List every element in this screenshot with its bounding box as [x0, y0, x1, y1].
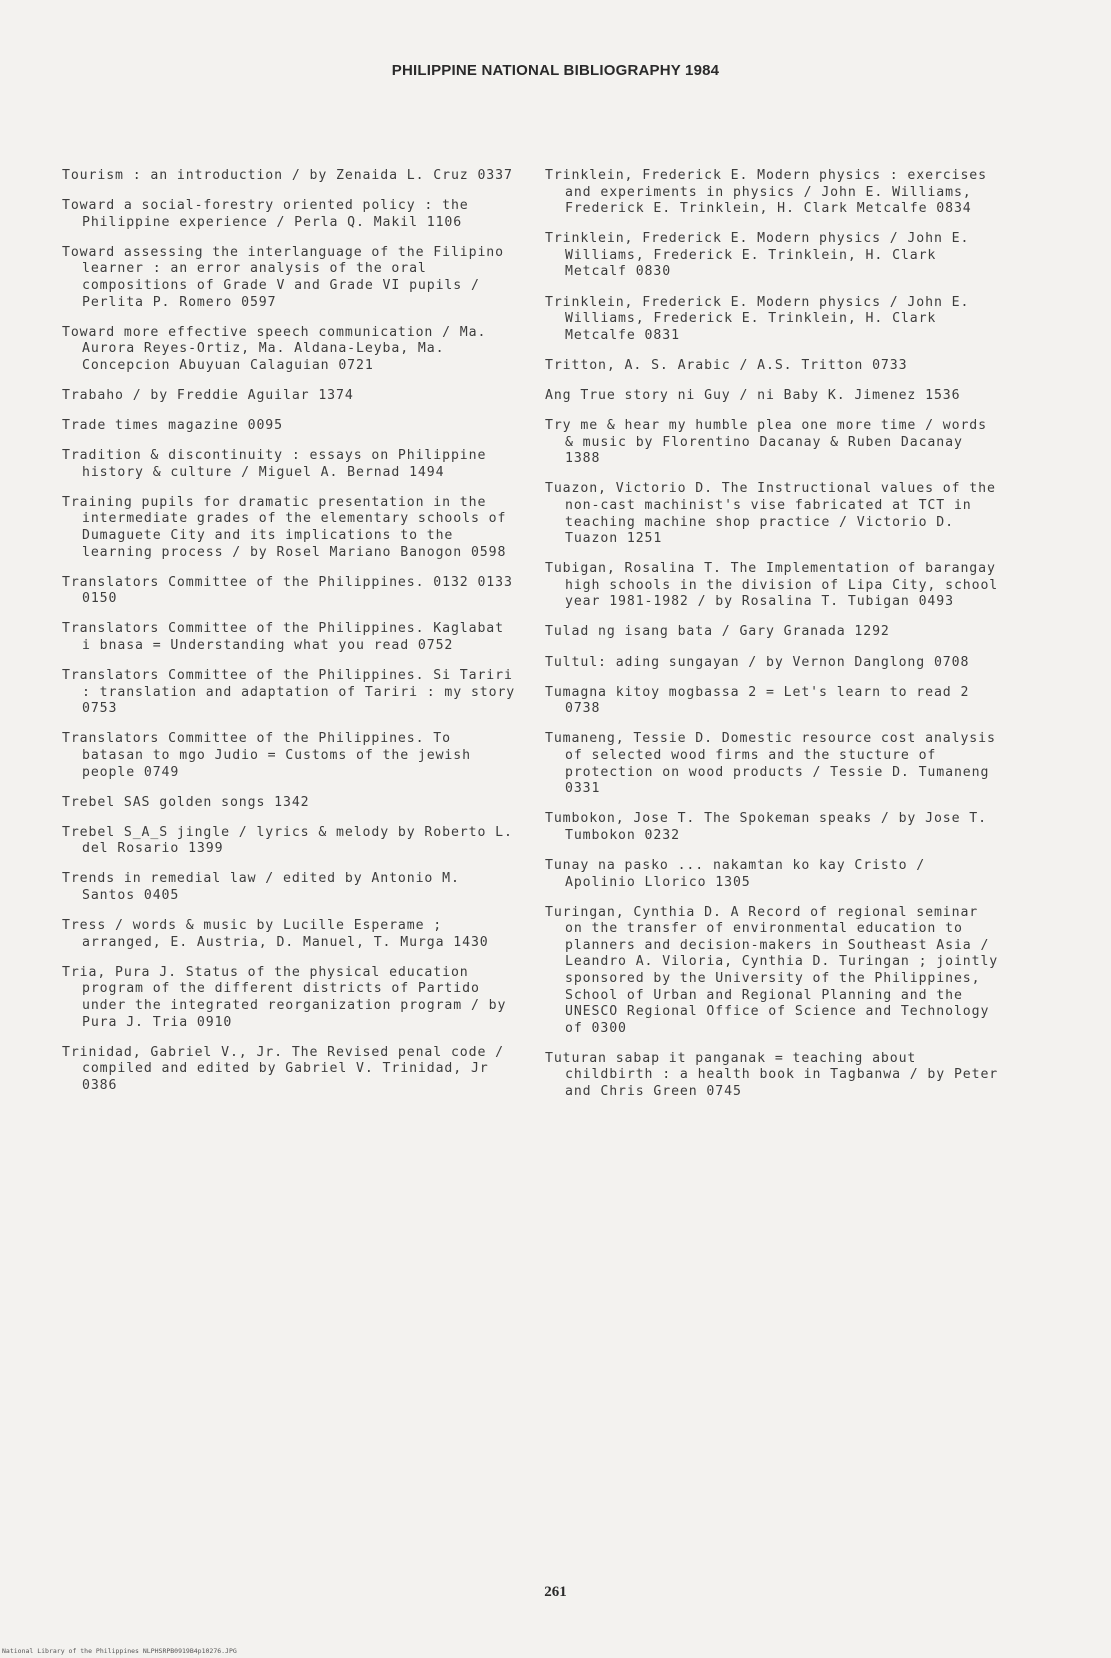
bibliography-entry: Tourism : an introduction / by Zenaida L. Cruz 0337	[62, 168, 513, 183]
bibliography-entry: Translators Committee of the Philippines. To batasan to mgo Judio = Customs of the jewish people 0749	[62, 731, 471, 780]
left-column	[62, 168, 517, 1108]
bibliography-entry: Tumagna kitoy mogbassa 2 = Let's learn to read 2 0738	[545, 684, 970, 717]
bibliography-entry: Tumbokon, Jose T. The Spokeman speaks / by Jose T. Tumbokon 0232	[545, 811, 987, 843]
bibliography-entry: Trinklein, Frederick E. Modern physics / John E. Williams, Frederick E. Trinklein, H. Clark Metcalf 0830	[545, 231, 970, 280]
bibliography-entry: Translators Committee of the Philippines. Kaglabat i bnasa = Understanding what you read 0752	[62, 621, 504, 653]
bibliography-entry: Toward assessing the interlanguage of the Filipino learner : an error analysis of the oral compositions of Grade V and Grade VI pupils / Perlita P. Romero 0597	[62, 244, 504, 310]
bibliography-entry: Tuazon, Victorio D. The Instructional values of the non-cast machinist's vise fabricated at TCT in teaching machine shop practice / Victorio D. Tuazon 1251	[545, 481, 996, 547]
bibliography-entry: Trends in remedial law / edited by Antonio M. Santos 0405	[62, 871, 460, 903]
bibliography-entry: Try me & hear my humble plea one more time / words & music by Florentino Dacanay & Ruben Dacanay 1388	[545, 418, 987, 467]
bibliography-entry: Tulad ng isang bata / Gary Granada 1292	[545, 624, 890, 640]
bibliography-entry: Toward a social-forestry oriented policy : the Philippine experience / Perla Q. Makil 1106	[62, 198, 469, 230]
bibliography-entry: Trade times magazine 0095	[62, 418, 283, 434]
bibliography-entry: Translators Committee of the Philippines. 0132 0133 0150	[62, 574, 513, 607]
page-number: 261	[544, 1584, 567, 1600]
bibliography-entry: Tritton, A. S. Arabic / A.S. Tritton 0733	[545, 357, 908, 373]
bibliography-entry: Toward more effective speech communication / Ma. Aurora Reyes-Ortiz, Ma. Aldana-Leyba, Ma. Concepcion Abuyuan Calaguian 0721	[62, 324, 487, 373]
bibliography-entry: Training pupils for dramatic presentation in the intermediate grades of the elementary schools of Dumaguete City and its implications to the learning process / by Rosel Mariano Banogon 0598	[62, 494, 507, 560]
bibliography-entry: Tubigan, Rosalina T. The Implementation of barangay high schools in the division of Lipa City, school year 1981-1982 / by Rosalina T. Tubigan 0493	[545, 561, 999, 610]
bibliography-entry: Tunay na pasko ... nakamtan ko kay Cristo / Apolinio Llorico 1305	[545, 857, 926, 890]
bibliography-entry: Trinidad, Gabriel V., Jr. The Revised penal code / compiled and edited by Gabriel V. Trinidad, Jr 0386	[62, 1044, 504, 1093]
bibliography-entry: Trinklein, Frederick E. Modern physics : exercises and experiments in physics / John E. Williams, Frederick E. Trinklein, H. Clark Metcalfe 0834	[545, 168, 987, 217]
bibliography-entry: Translators Committee of the Philippines. Si Tariri : translation and adaptation of Tariri : my story 0753	[62, 668, 516, 717]
bibliography-entry: Tultul: ading sungayan / by Vernon Danglong 0708	[545, 654, 970, 670]
bibliography-entry: Turingan, Cynthia D. A Record of regional seminar on the transfer of environmental education to planners and decision-makers in Southeast Asia / Leandro A. Viloria, Cynthia D. Turingan ; jointly sponsored by the University of the Philippines, School of Urban and Regional Planning and the UNESCO Regional Office of Science and Technology of 0300	[545, 904, 999, 1036]
bibliography-entry: Trebel S_A_S jingle / lyrics & melody by Roberto L. del Rosario 1399	[62, 824, 513, 857]
page-header: PHILIPPINE NATIONAL BIBLIOGRAPHY 1984	[391, 62, 720, 79]
bibliography-entry: Tria, Pura J. Status of the physical education program of the different districts of Partido under the integrated reorganization program / by Pura J. Tria 0910	[62, 964, 507, 1030]
scan-source-note: National Library of the Philippines NLPHSRPB0919B4p10276.JPG	[2, 1647, 237, 1655]
bibliography-entry: Trebel SAS golden songs 1342	[62, 794, 310, 810]
bibliography-entry: Tress / words & music by Lucille Esperame ; arranged, E. Austria, D. Manuel, T. Murga 1430	[62, 918, 489, 950]
bibliography-entry: Trinklein, Frederick E. Modern physics / John E. Williams, Frederick E. Trinklein, H. Clark Metcalfe 0831	[545, 294, 970, 343]
right-column	[545, 168, 1000, 1114]
bibliography-entry: Tumaneng, Tessie D. Domestic resource cost analysis of selected wood firms and the stucture of protection on wood products / Tessie D. Tumaneng 0331	[545, 731, 996, 797]
bibliography-entry: Tuturan sabap it panganak = teaching about childbirth : a health book in Tagbanwa / by Peter and Chris Green 0745	[545, 1050, 999, 1100]
bibliography-entry: Ang True story ni Guy / ni Baby K. Jimenez 1536	[545, 387, 961, 403]
bibliography-entry: Trabaho / by Freddie Aguilar 1374	[62, 387, 354, 403]
bibliography-entry: Tradition & discontinuity : essays on Philippine history & culture / Miguel A. Bernad 1494	[62, 448, 487, 480]
